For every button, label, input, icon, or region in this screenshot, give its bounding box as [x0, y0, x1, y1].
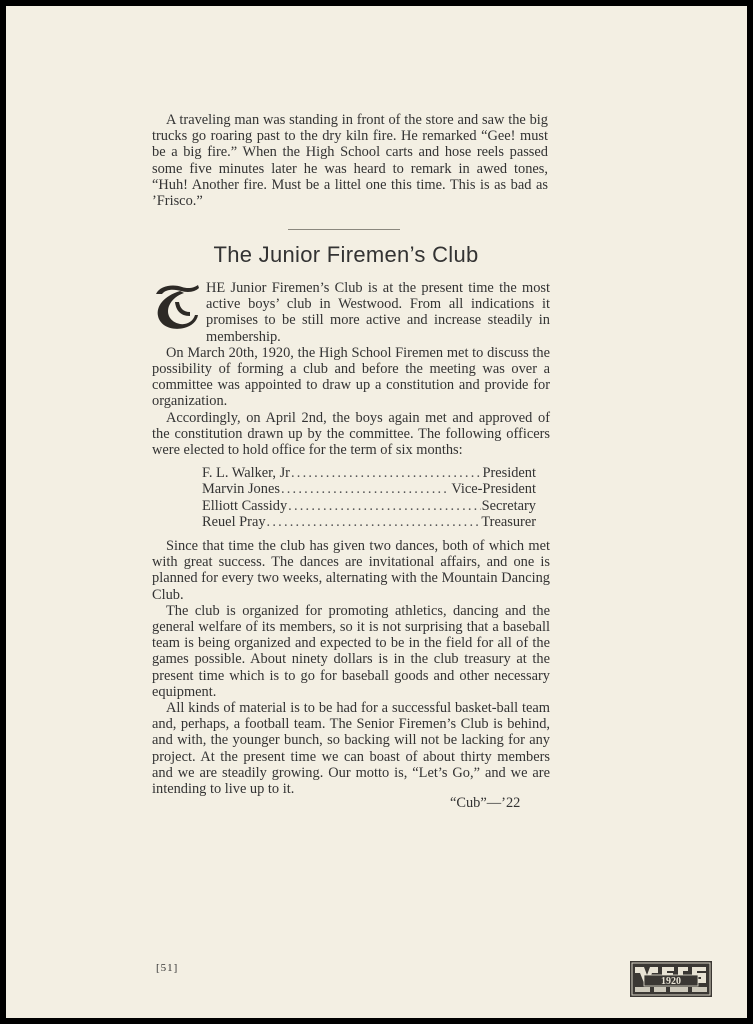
officer-row: [202, 514, 536, 530]
leader-dots: [281, 481, 450, 497]
officer-title: Secretary: [481, 497, 536, 514]
yearbook-emblem-icon: [630, 961, 712, 997]
officer-name: Marvin Jones: [202, 481, 280, 498]
officers-list: [202, 465, 536, 530]
emblem-year: 1920: [661, 976, 681, 987]
leader-dots: [288, 498, 481, 514]
article-title: The Junior Firemen’s Club: [213, 242, 479, 267]
article-paragraph-1: [152, 280, 550, 345]
article-paragraph-2: On March 20th, 1920, the High School Firemen met to discuss the possibility of forming a club and before the meeting was over a committee was appointed to draw up a constitution and provide for organization.: [152, 344, 550, 410]
yearbook-page: [6, 6, 747, 1018]
article-paragraph-5: The club is organized for promoting athletics, dancing and the general welfare of its members, so it is not surprising that a baseball team is being organized and expected to be in the field for all of the games possible. About ninety dollars is in the club treasury at the present time which is to go for baseball goods and other necessary equipment.: [152, 602, 550, 700]
officer-title: President: [482, 465, 536, 482]
page-number: [51]: [156, 962, 179, 974]
leader-dots: [291, 465, 481, 481]
officer-row: [202, 481, 536, 497]
intro-paragraph: A traveling man was standing in front of the store and saw the big trucks go roaring past to the dry kiln fire. He remarked “Gee! must be a big fire.” When the High School carts and hose reels passed some five minutes later he was heard to remark in awed tones, “Huh! Another fire. Must be a littel one this time. This is as bad as ’Frisco.”: [152, 112, 548, 210]
officer-title: Vice-President: [451, 481, 536, 498]
officer-name: Elliott Cassidy: [202, 497, 288, 514]
officer-row: [202, 465, 536, 481]
article-paragraph-4: Since that time the club has given two dances, both of which met with great success. The dances are invitational affairs, and one is planned for every two weeks, alternating with the Mountain Dancing Club.: [152, 537, 550, 603]
paragraph-1-text: HE Junior Firemen’s Club is at the present time the most active boys’ club in Westwood. From all indications it promises to be still more active and increase steadily in membership.: [206, 280, 550, 345]
officer-name: Reuel Pray: [202, 513, 266, 530]
officer-row: [202, 498, 536, 514]
section-divider: [288, 229, 400, 230]
leader-dots: [267, 514, 481, 530]
officer-name: F. L. Walker, Jr: [202, 465, 290, 482]
article-paragraph-3: Accordingly, on April 2nd, the boys again met and approved of the constitution drawn up by the committee. The following officers were elected to hold office for the term of six months:: [152, 409, 550, 459]
article-paragraph-6: All kinds of material is to be had for a successful basket-ball team and, perhaps, a football team. The Senior Firemen’s Club is behind, and with, the younger bunch, so backing will not be lacking for any project. At the present time we can boast of about thirty members and we are steadily growing. Our motto is, “Let’s Go,” and we are intending to live up to it.: [152, 700, 550, 798]
article-body: [152, 280, 550, 797]
officer-title: Treasurer: [481, 513, 536, 530]
drop-cap-t-icon: [150, 282, 202, 332]
author-signature: “Cub”—’22: [450, 795, 521, 811]
